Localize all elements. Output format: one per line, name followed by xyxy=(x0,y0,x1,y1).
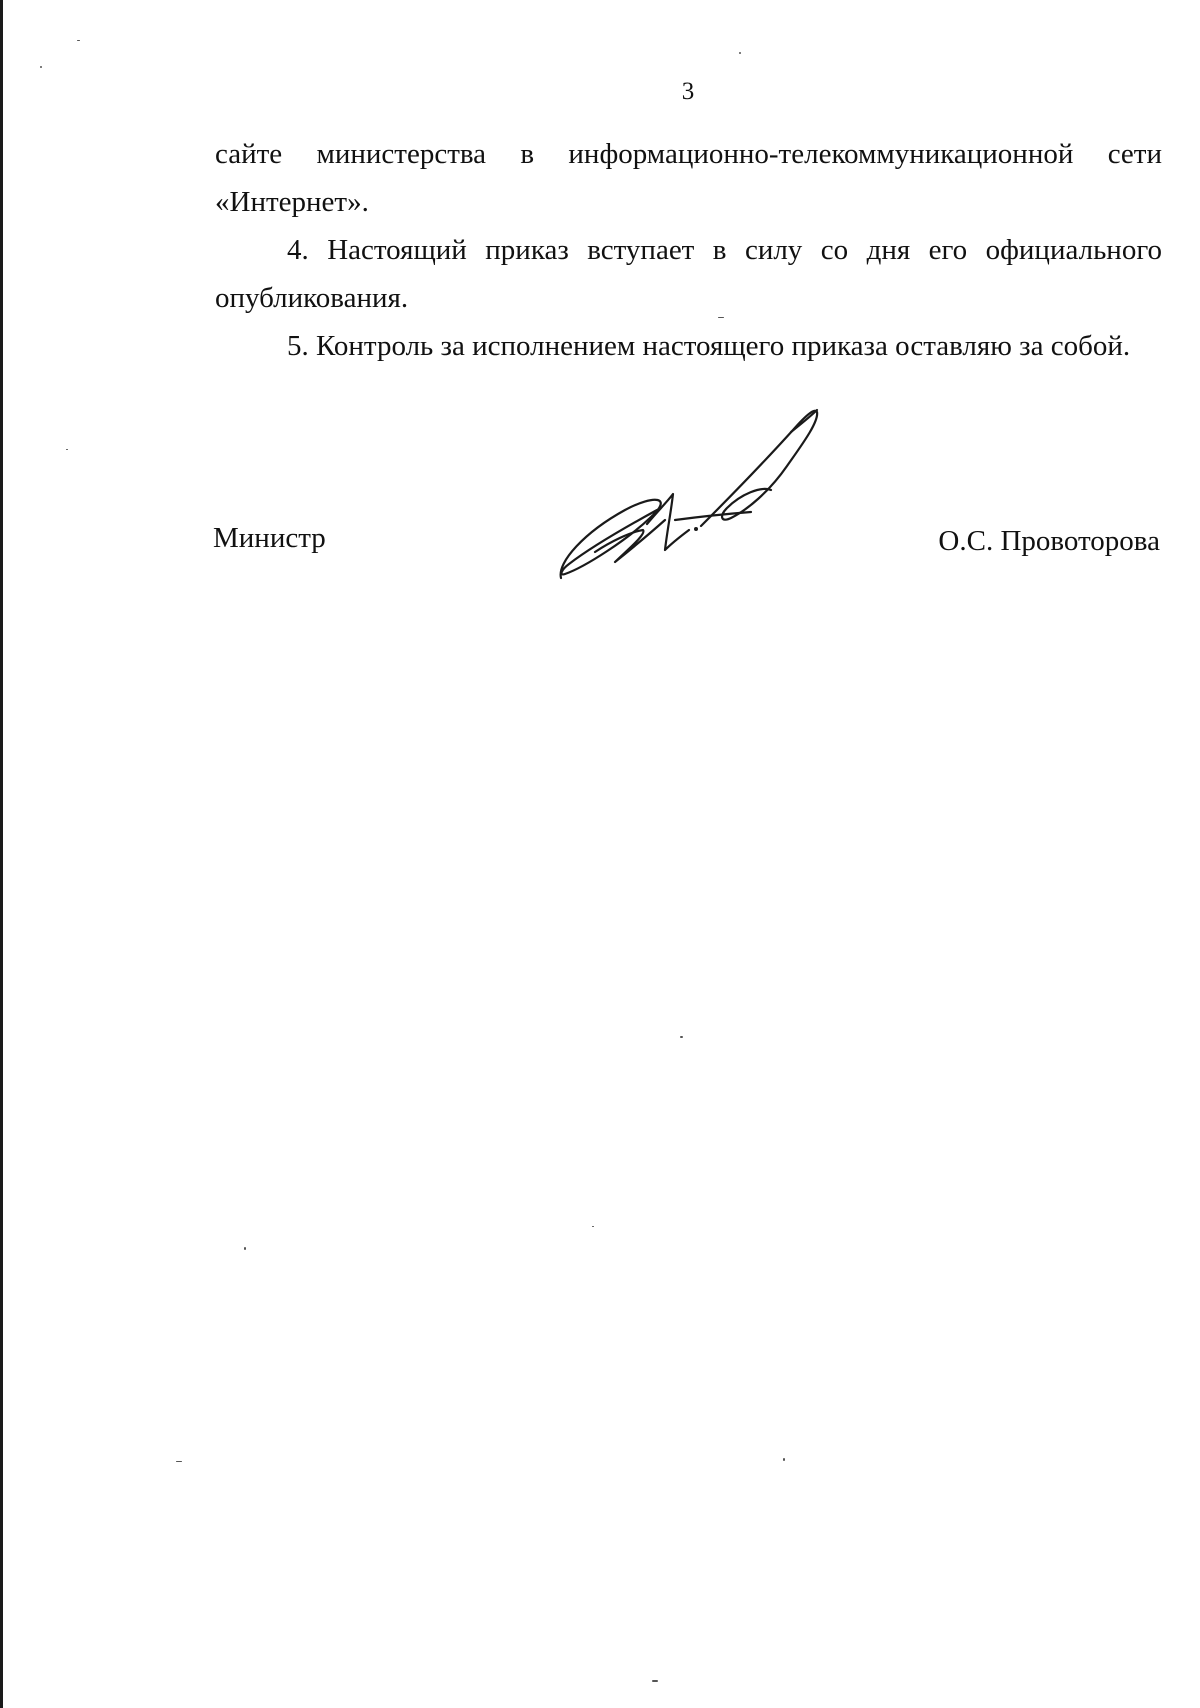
handwritten-signature xyxy=(555,402,875,602)
scan-speck xyxy=(680,1036,683,1038)
paragraph-item-5: 5. Контроль за исполнением настоящего приказа оставляю за собой. xyxy=(287,330,1131,362)
scan-speck xyxy=(176,1461,182,1462)
paragraph-continuation: сайте министерства в информационно-телекоммуникационной сети «Интернет». xyxy=(215,138,1162,218)
scan-speck xyxy=(244,1247,246,1250)
document-body xyxy=(215,130,1162,370)
scan-speck xyxy=(40,66,42,68)
scan-edge-border xyxy=(0,0,3,1708)
scan-speck xyxy=(77,40,80,41)
scan-speck xyxy=(739,52,741,54)
signatory-position: Министр xyxy=(213,522,326,554)
paragraph-item-4: 4. Настоящий приказ вступает в силу со дня его официального опубликования. xyxy=(215,234,1162,314)
scan-speck xyxy=(652,1680,658,1682)
page-number: 3 xyxy=(681,78,695,105)
scan-speck xyxy=(592,1226,594,1227)
signatory-name: О.С. Провоторова xyxy=(938,525,1160,557)
scan-speck xyxy=(66,449,68,450)
scan-speck xyxy=(783,1458,785,1461)
scan-speck xyxy=(718,317,724,318)
